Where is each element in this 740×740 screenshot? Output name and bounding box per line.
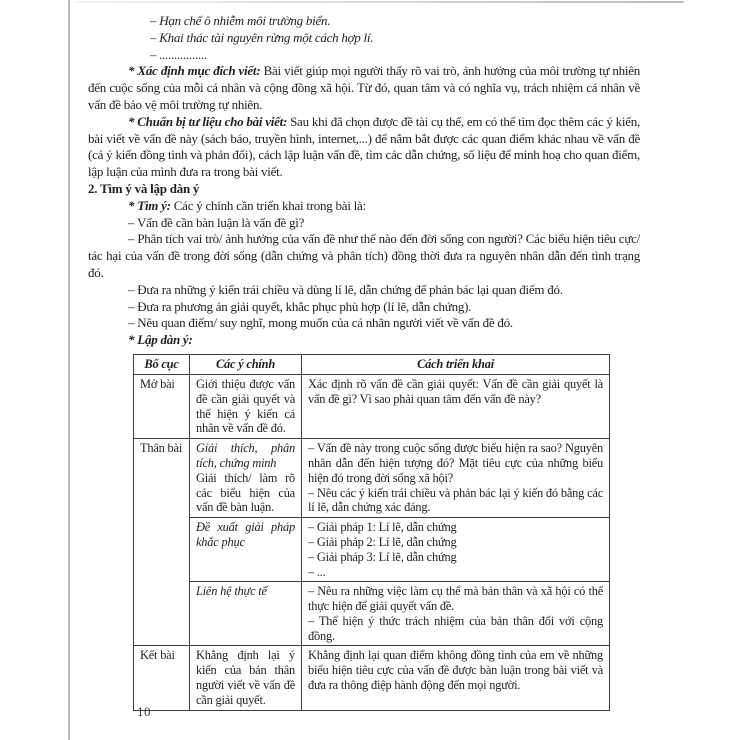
than-bai-1-details	[302, 439, 610, 518]
than-bai-1-detail-2: – Nêu các ý kiến trái chiều và phản bác lại ý kiến đó bằng các lí lẽ, dẫn chứng xác đáng.	[308, 485, 603, 515]
than-bai-3-ideas-title: Liên hệ thực tế	[196, 584, 267, 599]
paragraph-materials	[88, 114, 640, 181]
ket-bai-ideas-text: Khẳng định lại ý kiến của bản thân người viết về vấn đề cần giải quyết.	[196, 648, 295, 707]
header-bo-cuc: Bố cục	[134, 354, 190, 374]
than-bai-label: Thân bài	[134, 439, 190, 646]
intro-list	[88, 13, 640, 63]
than-bai-1-ideas-title: Giải thích, phân tích, chứng minh	[196, 441, 295, 470]
than-bai-3-details	[302, 582, 610, 646]
idea-bullet-3: – Đưa ra những ý kiến trái chiều và dùng lí lẽ, dẫn chứng để phản bác lại quan điểm đó.	[128, 281, 563, 297]
mo-bai-detail-text: Xác định rõ vấn đề cần giải quyết: Vấn đề cần giải quyết là vấn đề gì? Vì sao phải quan tâm đến vấn đề này?	[308, 376, 603, 406]
ket-bai-detail-text: Khẳng định lại quan điểm không đồng tình của em về những biểu hiện tiêu cực của vấn đề được bàn luận trong bài viết và đưa ra thông điệp hành động đến mọi người.	[308, 648, 603, 693]
than-bai-3-ideas	[190, 582, 302, 646]
paragraph-purpose-lead: * Xác định mục đích viết:	[128, 63, 261, 79]
mo-bai-detail	[302, 374, 610, 438]
than-bai-3-detail-2: – Thể hiện ý thức trách nhiệm của bản thân đối với cộng đồng.	[308, 613, 603, 643]
find-ideas-body: Các ý chính cần triển khai trong bài là:	[170, 197, 366, 213]
than-bai-2-ideas-title: Đề xuất giải pháp khắc phục	[196, 520, 295, 549]
mo-bai-ideas-text: Giới thiệu được vấn đề cần giải quyết và thể hiện ý kiến cá nhân về vấn đề đó.	[196, 376, 295, 436]
outline-table	[133, 354, 610, 711]
intro-line-1: – Hạn chế ô nhiễm môi trường biển.	[150, 13, 331, 28]
table-row-than-bai-1	[134, 439, 610, 518]
ket-bai-ideas	[190, 646, 302, 710]
intro-line-dots: – ................	[150, 46, 208, 62]
paragraph-purpose	[88, 63, 640, 113]
ket-bai-detail	[302, 646, 610, 710]
table-header-row	[134, 354, 610, 374]
outline-lead: * Lập dàn ý:	[128, 332, 193, 348]
header-cac-y-chinh: Các ý chính	[190, 354, 302, 374]
table-row-than-bai-2	[134, 518, 610, 582]
than-bai-2-details	[302, 518, 610, 582]
than-bai-3-detail-1: – Nêu ra những việc làm cụ thể mà bản thân và xã hội có thể thực hiện để giải quyết vấn đề.	[308, 584, 603, 614]
idea-bullet-4: – Đưa ra phương án giải quyết, khắc phục phù hợp (lí lẽ, dẫn chứng).	[128, 298, 472, 314]
idea-bullet-2: – Phân tích vai trò/ ảnh hưởng của vấn đề như thế nào đến đời sống con người? Các biểu hiện tiêu cực/ tác hại của vấn đề trong đời sống (dẫn chứng và phân tích) đồng thời đưa ra nguyên nhân dẫn đến tình trạng đó.	[88, 231, 640, 280]
page-left-edge-line	[68, 0, 70, 740]
table-row-mo-bai	[134, 374, 610, 438]
table-row-ket-bai	[134, 646, 610, 710]
paragraph-purpose-body: Bài viết giúp mọi người thấy rõ vai trò, ảnh hưởng của môi trường tự nhiên đến cuộc sống của mỗi cá nhân và cộng đồng xã hội. Từ đó, quan tâm và có nghĩa vụ, trách nhiệm cá nhân về vấn đề bảo vệ môi trường tự nhiên.	[88, 63, 640, 112]
find-ideas-line	[88, 198, 640, 215]
than-bai-1-detail-1: – Vấn đề này trong cuộc sống được biểu hiện ra sao? Nguyên nhân dẫn đến hiện tượng đó? Mặt tiêu cực của những biểu hiện đó trong đời sống xã hội?	[308, 441, 603, 485]
find-ideas-lead: * Tìm ý:	[128, 197, 171, 213]
than-bai-1-ideas	[190, 439, 302, 518]
than-bai-2-detail-4: – ...	[308, 564, 326, 579]
than-bai-2-ideas	[190, 518, 302, 582]
idea-bullet-1: – Vấn đề cần bàn luận là vấn đề gì?	[128, 214, 305, 230]
section-heading: 2. Tìm ý và lập dàn ý	[88, 180, 200, 196]
mo-bai-label: Mở bài	[134, 374, 190, 438]
page-number: 10	[137, 704, 151, 719]
mo-bai-ideas	[190, 374, 302, 438]
paragraph-materials-body: Sau khi đã chọn được đề tài cụ thể, em có thể tìm đọc thêm các ý kiến, bài viết về vấn đề này (sách báo, truyền hình, internet,...) để nắm bắt được các quan điểm khác nhau về vấn đề (cả ý kiến đồng tình và phản đối), cách lập luận vấn đề, tìm các dẫn chứng, số liệu để minh hoạ cho quan điểm, lập luận của mình đưa ra trong bài viết.	[88, 113, 640, 180]
than-bai-1-ideas-text: Giải thích/ làm rõ các biểu hiện của vấn đề bàn luận.	[196, 470, 295, 515]
outline-line	[88, 332, 640, 349]
page-content	[88, 13, 640, 711]
header-cach-trien-khai: Cách triển khai	[302, 354, 610, 374]
than-bai-2-detail-2: – Giải pháp 2: Lí lẽ, dẫn chứng	[308, 534, 457, 549]
than-bai-2-detail-1: – Giải pháp 1: Lí lẽ, dẫn chứng	[308, 520, 457, 535]
than-bai-2-detail-3: – Giải pháp 3: Lí lẽ, dẫn chứng	[308, 549, 457, 564]
table-row-than-bai-3	[134, 582, 610, 646]
idea-bullet-5: – Nêu quan điểm/ suy nghĩ, mong muốn của cá nhân người viết về vấn đề đó.	[128, 315, 513, 331]
page-top-edge-artifact	[76, 1, 684, 3]
ket-bai-label: Kết bài	[134, 646, 190, 710]
intro-line-2: – Khai thác tài nguyên rừng một cách hợp lí.	[150, 29, 374, 45]
paragraph-materials-lead: * Chuẩn bị tư liệu cho bài viết:	[128, 113, 288, 129]
